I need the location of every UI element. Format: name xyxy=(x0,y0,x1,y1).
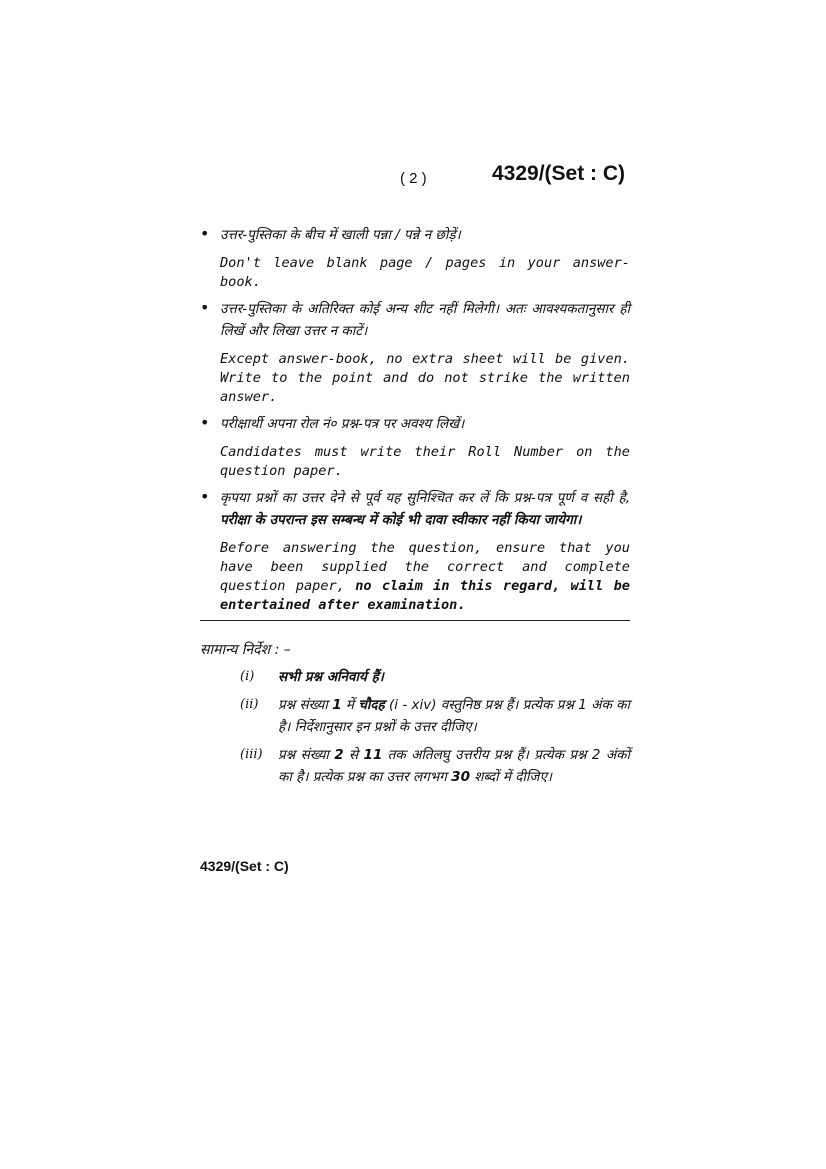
item-text-part: प्रश्न संख्या xyxy=(278,697,328,713)
bullet-icon: • xyxy=(200,298,210,317)
instruction-hindi-bold: परीक्षा के उपरान्त इस सम्बन्ध में कोई भी दावा स्वीकार नहीं किया जायेगा। xyxy=(220,512,582,528)
instruction-english: Candidates must write their Roll Number on the question paper. xyxy=(220,444,630,479)
instruction-hindi: उत्तर-पुस्तिका के अतिरिक्त कोई अन्य शीट नहीं मिलेगी। अतः आवश्यकतानुसार ही लिखें और लिखा उत्तर न काटें। xyxy=(220,301,630,339)
item-bold-word: चौदह xyxy=(358,697,385,713)
paper-code-header: 4329/(Set : C) xyxy=(492,162,626,185)
general-instruction-item xyxy=(240,694,630,738)
item-number: (iii) xyxy=(240,747,263,762)
general-instruction-item xyxy=(240,744,630,788)
item-number: (i) xyxy=(240,669,255,684)
item-bold-text: सभी प्रश्न अनिवार्य हैं। xyxy=(278,669,384,685)
item-text xyxy=(278,744,630,788)
item-text-part: (i - xiv) वस्तुनिष्ठ प्रश्न हैं। प्रत्येक प्रश्न 1 अंक का है। निर्देशानुसार इन प्रश्नों के उत्तर दीजिए। xyxy=(278,697,631,735)
instruction-item xyxy=(200,413,630,481)
instruction-item xyxy=(200,298,630,407)
instruction-hindi: परीक्षार्थी अपना रोल नं० प्रश्न-पत्र पर अवश्य लिखें। xyxy=(220,416,465,432)
item-bold-number: 2 xyxy=(334,747,344,763)
bullet-icon: • xyxy=(200,487,210,506)
item-text-part: शब्दों में दीजिए। xyxy=(474,769,553,785)
item-text-part: में xyxy=(345,697,354,713)
item-text-part: प्रश्न संख्या xyxy=(278,747,329,763)
general-instructions-list xyxy=(240,666,630,794)
instruction-hindi-text: कृपया प्रश्नों का उत्तर देने से पूर्व यह सुनिश्चित कर लें कि प्रश्न-पत्र पूर्ण व सही है, xyxy=(220,490,630,506)
paper-code-footer: 4329/(Set : C) xyxy=(200,858,289,874)
instruction-english: Except answer-book, no extra sheet will be given. Write to the point and do not strike the written answer. xyxy=(220,351,630,405)
general-instruction-item xyxy=(240,666,630,688)
item-text xyxy=(278,666,630,688)
instruction-item xyxy=(200,224,630,292)
general-instructions-heading: सामान्य निर्देश : – xyxy=(200,642,291,658)
page-number: ( 2 ) xyxy=(400,170,427,187)
instruction-english-text: Before answering the question, ensure that you have been supplied the correct and complete question paper, xyxy=(220,540,630,594)
item-text-part: से xyxy=(349,747,359,763)
item-bold-number: 30 xyxy=(451,769,470,785)
divider xyxy=(200,620,630,621)
bullet-icon: • xyxy=(200,413,210,432)
item-number: (ii) xyxy=(240,697,259,712)
instructions-list xyxy=(200,224,630,621)
bullet-icon: • xyxy=(200,224,210,243)
instruction-english: Don't leave blank page / pages in your answer-book. xyxy=(220,255,630,290)
instruction-hindi: उत्तर-पुस्तिका के बीच में खाली पन्ना / पन्ने न छोड़ें। xyxy=(220,227,461,243)
item-bold-number: 11 xyxy=(363,747,383,763)
instruction-english-bold: no claim in this regard, will be entertained after examination. xyxy=(220,578,630,613)
instruction-english xyxy=(220,539,630,615)
item-text xyxy=(278,694,630,738)
instruction-item xyxy=(200,487,630,615)
instruction-hindi xyxy=(220,487,630,531)
item-text-part: तक अतिलघु उत्तरीय प्रश्न हैं। प्रत्येक प्रश्न 2 अंकों का है। प्रत्येक प्रश्न का उत्तर लगभग xyxy=(278,747,631,785)
item-bold-number: 1 xyxy=(332,697,342,713)
